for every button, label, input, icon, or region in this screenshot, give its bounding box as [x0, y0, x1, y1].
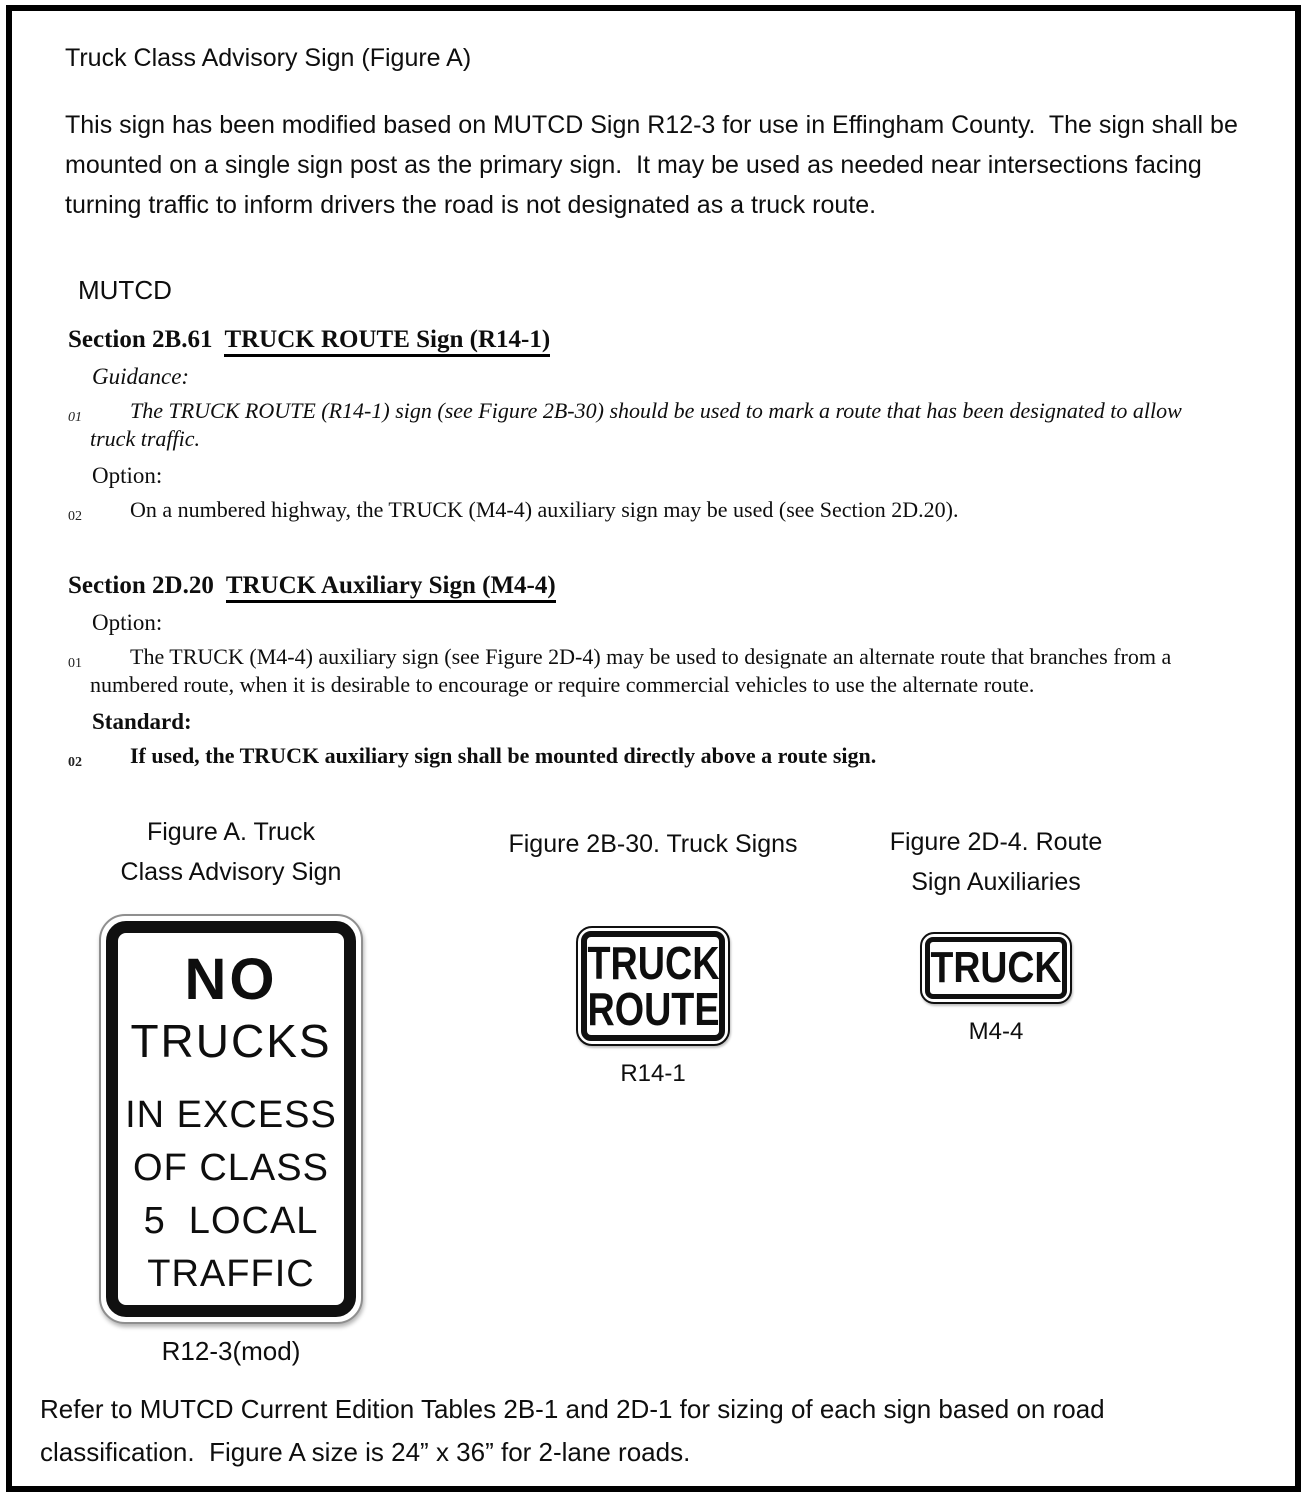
figure-2b30-column	[478, 824, 828, 1088]
truck-auxiliary-sign	[920, 932, 1072, 1004]
numbered-paragraph	[68, 496, 1200, 524]
figure-a-caption	[85, 812, 377, 892]
sign-line: TRUCK	[930, 943, 1062, 992]
paragraph-number: 02	[68, 755, 82, 770]
figure-a-column	[85, 812, 377, 1367]
footer-note: Refer to MUTCD Current Edition Tables 2B-1 and 2D-1 for sizing of each sign based on road classification. Figure A size is 24” x 36” for 2-lane roads.	[40, 1394, 1112, 1467]
sign-line: ROUTE	[586, 983, 720, 1035]
sign-line: 5 LOCAL	[143, 1200, 319, 1242]
sign-face	[925, 937, 1067, 999]
sign-designation-label: R12-3(mod)	[161, 1336, 301, 1366]
section-heading-prefix: Section 2B.61	[68, 326, 213, 353]
figure-2b30-caption	[478, 824, 828, 864]
paragraph-text: If used, the TRUCK auxiliary sign shall be mounted directly above a route sign.	[130, 743, 877, 768]
section-heading-prefix: Section 2D.20	[68, 572, 214, 599]
page-title: Truck Class Advisory Sign (Figure A)	[65, 44, 472, 72]
figure-caption-line: Sign Auxiliaries	[911, 868, 1081, 896]
figure-2d4-column	[820, 822, 1172, 1046]
section-heading-title: TRUCK Auxiliary Sign (M4-4)	[226, 572, 556, 603]
figure-caption-line: Figure 2D-4. Route	[889, 828, 1103, 856]
figure-caption-line: Figure 2B-30. Truck Signs	[508, 830, 798, 858]
mutcd-heading: MUTCD	[78, 275, 172, 305]
sign-face	[581, 931, 725, 1041]
numbered-paragraph	[68, 643, 1200, 699]
paragraph-text: On a numbered highway, the TRUCK (M4-4) auxiliary sign may be used (see Section 2D.20).	[130, 497, 959, 522]
sign-line: NO	[184, 947, 278, 1012]
standard-label: Standard:	[92, 709, 192, 734]
guidance-label: Guidance:	[92, 364, 190, 389]
section-2d20-heading	[68, 572, 1310, 600]
intro-paragraph: This sign has been modified based on MUTCD Sign R12-3 for use in Effingham County. The sign shall be mounted on a single sign post as the primary sign. It may be used as needed near intersections facing turning traffic to inform drivers the road is not designated as a truck route.	[65, 111, 1245, 219]
numbered-paragraph	[68, 397, 1200, 453]
numbered-paragraph	[68, 742, 1200, 770]
paragraph-number: 01	[68, 410, 82, 425]
sign-line: TRAFFIC	[147, 1253, 315, 1295]
sign-line: IN EXCESS	[125, 1094, 337, 1136]
truck-route-sign	[576, 926, 730, 1046]
option-label: Option:	[92, 610, 163, 635]
figure-2d4-caption	[820, 822, 1172, 902]
option-label: Option:	[92, 463, 163, 488]
sign-line: TRUCKS	[130, 1015, 332, 1067]
figures-row	[0, 804, 1310, 1376]
figure-caption-line: Figure A. Truck	[146, 818, 316, 846]
sign-designation-label: R14-1	[620, 1060, 686, 1087]
paragraph-number: 02	[68, 509, 82, 524]
sign-line: OF CLASS	[133, 1147, 329, 1189]
figure-caption-line: Class Advisory Sign	[120, 858, 342, 886]
sign-line: TRUCK	[587, 937, 720, 989]
truck-class-advisory-sign	[99, 914, 363, 1324]
sign-designation-label: M4-4	[968, 1018, 1024, 1045]
section-heading-title: TRUCK ROUTE Sign (R14-1)	[224, 326, 550, 357]
paragraph-text: The TRUCK ROUTE (R14-1) sign (see Figure 2B-30) should be used to mark a route that has been designated to allow truck traffic.	[90, 398, 1182, 451]
mutcd-excerpt	[0, 326, 1310, 770]
paragraph-text: The TRUCK (M4-4) auxiliary sign (see Figure 2D-4) may be used to designate an alternate route that branches from a numbered route, when it is desirable to encourage or require commercial vehicles to use the alternate route.	[90, 644, 1172, 697]
paragraph-number: 01	[68, 656, 82, 671]
section-2b61-heading	[68, 326, 1310, 354]
sign-face	[106, 921, 356, 1317]
